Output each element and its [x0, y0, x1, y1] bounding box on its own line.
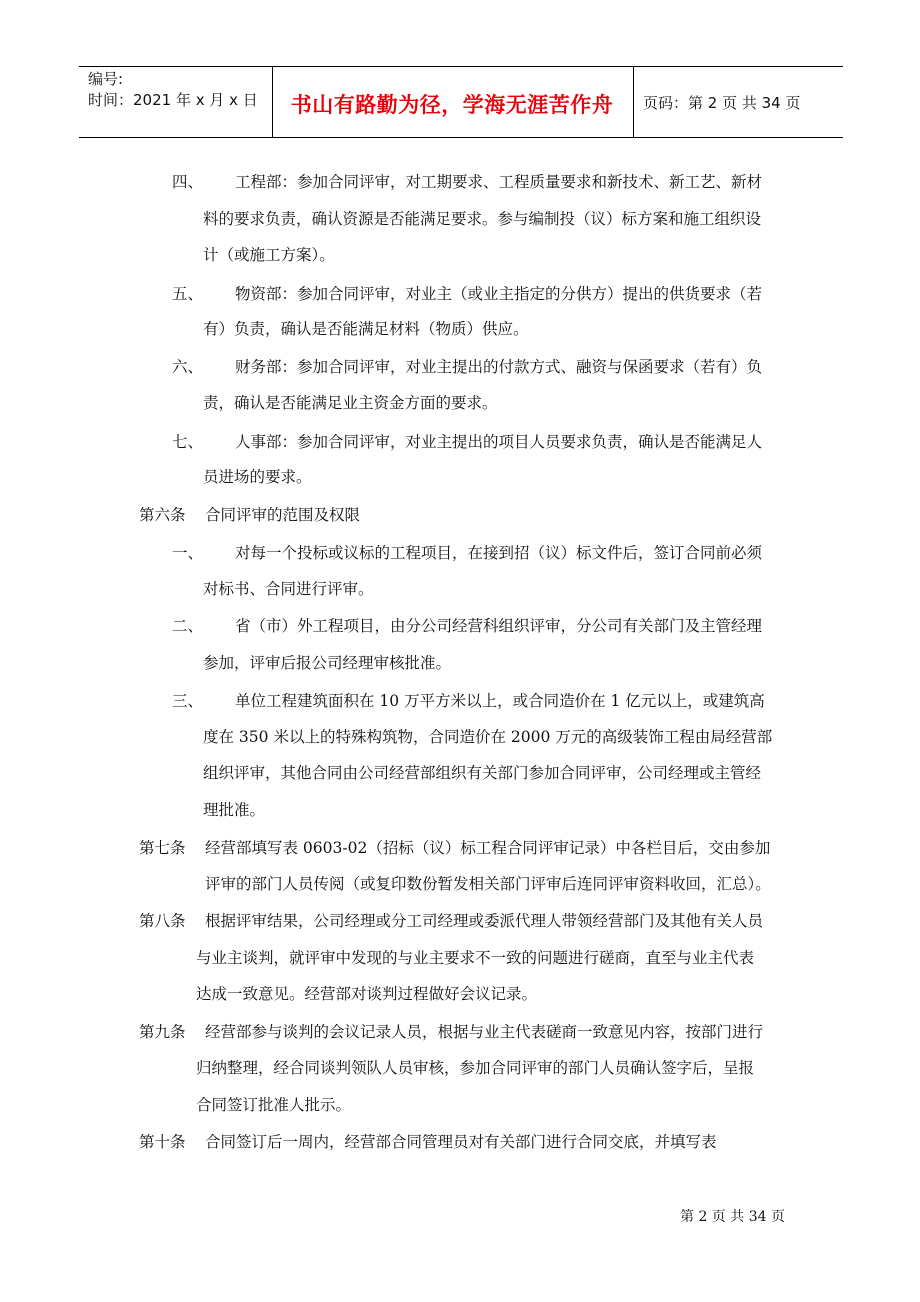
paragraph-line: 达成一致意见。经营部对谈判过程做好会议记录。 — [196, 985, 538, 1003]
paragraph-line: 组织评审，其他合同由公司经营部组织有关部门参加合同评审，公司经理或主管经 — [203, 764, 762, 782]
paragraph-line: 经营部填写表 0603-02（招标（议）标工程合同评审记录）中各栏目后，交由参加 — [205, 839, 771, 857]
item-number: 二、 — [172, 617, 204, 635]
time-label: 时间：2021 年 x 月 x 日 — [88, 91, 258, 109]
paragraph-line: 料的要求负责，确认资源是否能满足要求。参与编制投（议）标方案和施工组织设 — [203, 210, 762, 228]
article-number: 第十条 — [139, 1133, 186, 1151]
item-number: 七、 — [172, 433, 204, 451]
paragraph-line: 参加，评审后报公司经理审核批准。 — [203, 654, 452, 672]
paragraph-line: 经营部参与谈判的会议记录人员，根据与业主代表磋商一致意见内容，按部门进行 — [205, 1023, 764, 1041]
item-number: 六、 — [172, 358, 204, 376]
article-number: 第九条 — [139, 1023, 186, 1041]
paragraph-line: 员进场的要求。 — [203, 468, 312, 486]
paragraph-line: 责，确认是否能满足业主资金方面的要求。 — [203, 394, 498, 412]
paragraph-line: 单位工程建筑面积在 10 万平方米以上，或合同造价在 1 亿元以上，或建筑高 — [235, 692, 765, 710]
header-meta — [88, 69, 258, 111]
paragraph-line: 财务部：参加合同评审，对业主提出的付款方式、融资与保函要求（若有）负 — [235, 358, 763, 376]
paragraph-line: 归纳整理，经合同谈判领队人员审核，参加合同评审的部门人员确认签字后，呈报 — [196, 1059, 755, 1077]
paragraph-line: 根据评审结果，公司经理或分工司经理或委派代理人带领经营部门及其他有关人员 — [205, 912, 764, 930]
paragraph-line: 合同签订批准人批示。 — [196, 1096, 352, 1114]
page-footer: 第 2 页 共 34 页 — [680, 1209, 785, 1225]
paragraph-line: 对标书、合同进行评审。 — [203, 580, 374, 598]
article-number: 第六条 — [139, 506, 186, 524]
paragraph-line: 物资部：参加合同评审，对业主（或业主指定的分供方）提出的供货要求（若 — [235, 285, 763, 303]
article-title: 合同评审的范围及权限 — [205, 506, 361, 524]
item-number: 一、 — [172, 544, 204, 562]
item-number: 五、 — [172, 285, 204, 303]
paragraph-line: 对每一个投标或议标的工程项目，在接到招（议）标文件后，签订合同前必须 — [235, 544, 763, 562]
paragraph-line: 工程部：参加合同评审，对工期要求、工程质量要求和新技术、新工艺、新材 — [235, 173, 763, 191]
code-label: 编号: — [88, 70, 124, 88]
paragraph-line: 合同签订后一周内，经营部合同管理员对有关部门进行合同交底，并填写表 — [205, 1133, 717, 1151]
paragraph-line: 省（市）外工程项目，由分公司经营科组织评审，分公司有关部门及主管经理 — [235, 617, 763, 635]
paragraph-line: 度在 350 米以上的特殊构筑物，合同造价在 2000 万元的高级装饰工程由局经营部 — [203, 728, 773, 746]
paragraph-line: 理批准。 — [203, 801, 266, 819]
paragraph-line: 有）负责，确认是否能满足材料（物质）供应。 — [203, 320, 529, 338]
paragraph-line: 与业主谈判，就评审中发现的与业主要求不一致的问题进行磋商，直至与业主代表 — [196, 949, 755, 967]
paragraph-line: 人事部：参加合同评审，对业主提出的项目人员要求负责，确认是否能满足人 — [235, 433, 763, 451]
article-number: 第八条 — [139, 912, 186, 930]
header-motto: 书山有路勤为径，学海无涯苦作舟 — [290, 93, 614, 117]
article-number: 第七条 — [139, 839, 186, 857]
header-page-info: 页码：第 2 页 共 34 页 — [643, 94, 801, 112]
paragraph-line: 计（或施工方案）。 — [203, 246, 335, 264]
document-header — [79, 66, 843, 138]
paragraph-line: 评审的部门人员传阅（或复印数份暂发相关部门评审后连同评审资料收回，汇总）。 — [205, 875, 771, 893]
header-divider — [633, 67, 634, 137]
item-number: 三、 — [172, 692, 204, 710]
item-number: 四、 — [172, 173, 204, 191]
